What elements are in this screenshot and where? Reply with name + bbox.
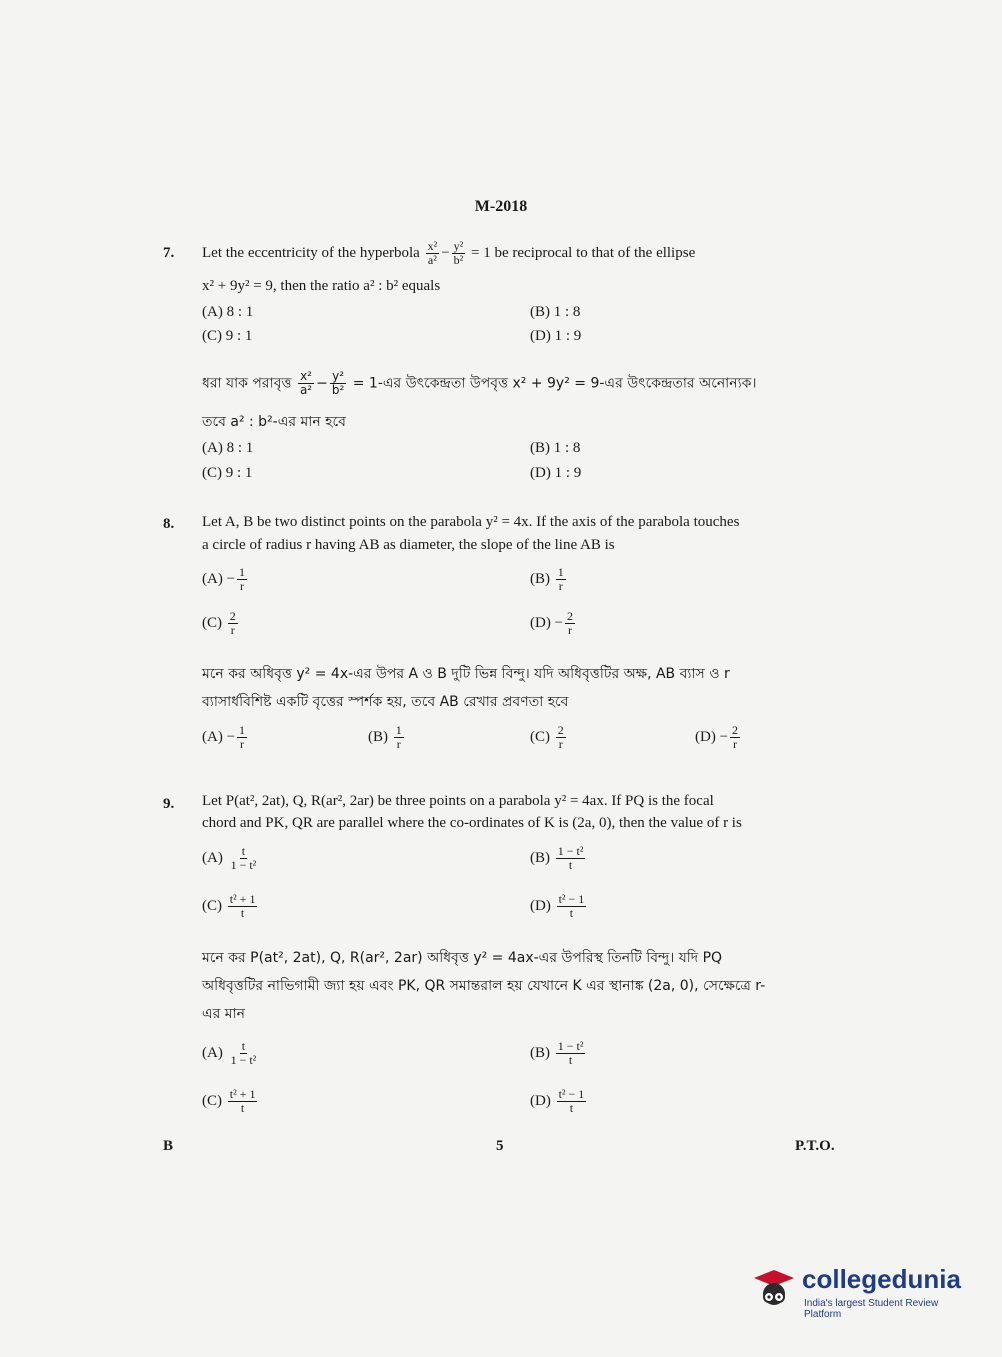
numerator: 2 xyxy=(567,609,574,623)
denominator: t xyxy=(240,906,245,920)
fraction xyxy=(237,566,247,593)
option-b xyxy=(530,566,568,593)
option-label: (B) xyxy=(368,728,388,745)
question-text-bengali-line: তবে a² : b²-এর মান হবে xyxy=(202,414,346,430)
option-d xyxy=(530,893,588,920)
denominator: 1 − t² xyxy=(230,1053,257,1067)
numerator: 1 xyxy=(557,565,564,579)
numerator: 2 xyxy=(732,723,739,737)
option-label: (B) xyxy=(530,1044,550,1061)
minus-sign: − xyxy=(719,728,729,745)
denominator: t xyxy=(569,1101,574,1115)
question-text-bengali-line: মনে কর অধিবৃত্ত y² = 4x-এর উপর A ও B দুটি ভিন্ন বিন্দু। যদি অধিবৃত্তটির অক্ষ, AB ব্যাস ও r xyxy=(202,666,730,682)
denominator: r xyxy=(558,737,563,751)
option-b: (B) 1 : 8 xyxy=(530,440,581,456)
question-text-line: chord and PK, QR are parallel where the co-ordinates of K is (2a, 0), then the value of r is xyxy=(202,815,742,831)
numerator: t xyxy=(241,844,246,858)
option-a xyxy=(202,1040,260,1067)
fraction xyxy=(557,893,587,920)
fraction xyxy=(565,610,575,637)
footer-pto: P.T.O. xyxy=(795,1138,835,1154)
option-a xyxy=(202,724,249,751)
numerator: t² + 1 xyxy=(229,1087,256,1101)
numerator: t² − 1 xyxy=(558,892,585,906)
option-label: (D) xyxy=(530,897,551,914)
option-b xyxy=(530,845,587,872)
option-label: (A) xyxy=(202,849,223,866)
denominator: b² xyxy=(331,383,345,397)
question-text-bengali-line: এর মান xyxy=(202,1006,245,1022)
fraction xyxy=(556,566,566,593)
denominator: t xyxy=(240,1101,245,1115)
numerator: 2 xyxy=(229,609,236,623)
option-d: (D) 1 : 9 xyxy=(530,328,582,344)
numerator: t xyxy=(241,1039,246,1053)
fraction xyxy=(298,370,314,397)
question-text-part: Let the eccentricity of the hyperbola xyxy=(202,244,420,261)
option-c xyxy=(202,893,259,920)
numerator: 1 − t² xyxy=(557,844,584,858)
fraction xyxy=(556,845,586,872)
numerator: x² xyxy=(300,369,312,383)
question-text-line: Let P(at², 2at), Q, R(ar², 2ar) be three points on a parabola y² = 4ax. If PQ is the focal xyxy=(202,793,714,809)
option-d xyxy=(530,1088,588,1115)
option-label: (C) xyxy=(530,728,550,745)
question-text-bengali-line: মনে কর P(at², 2at), Q, R(ar², 2ar) অধিবৃত্ত y² = 4ax-এর উপরিস্থ তিনটি বিন্দু। যদি PQ xyxy=(202,950,723,966)
fraction xyxy=(426,240,440,267)
footer-page-number: 5 xyxy=(496,1138,504,1154)
option-d: (D) 1 : 9 xyxy=(530,465,582,481)
footer-booklet-code: B xyxy=(163,1138,174,1154)
fraction xyxy=(556,1040,586,1067)
option-c xyxy=(202,610,240,637)
denominator: t xyxy=(568,1053,573,1067)
logo-tagline: India's largest Student Review Platform xyxy=(804,1298,939,1320)
fraction xyxy=(229,1040,259,1067)
option-label: (C) xyxy=(202,897,222,914)
option-a xyxy=(202,566,249,593)
option-d xyxy=(530,610,577,637)
denominator: 1 − t² xyxy=(230,858,257,872)
option-b xyxy=(368,724,406,751)
denominator: r xyxy=(240,737,245,751)
option-c: (C) 9 : 1 xyxy=(202,328,253,344)
option-c: (C) 9 : 1 xyxy=(202,465,253,481)
denominator: t xyxy=(568,858,573,872)
numerator: y² xyxy=(453,239,464,253)
minus-sign: − xyxy=(554,614,564,631)
denominator: b² xyxy=(453,253,464,267)
option-b: (B) 1 : 8 xyxy=(530,304,581,320)
option-label: (A) xyxy=(202,728,223,745)
denominator: t xyxy=(569,906,574,920)
option-label: (C) xyxy=(202,614,222,631)
minus-sign: − xyxy=(226,570,236,587)
question-text-part: = 1 be reciprocal to that of the ellipse xyxy=(471,244,696,261)
option-label: (D) xyxy=(695,728,716,745)
denominator: r xyxy=(568,623,573,637)
numerator: t² + 1 xyxy=(229,892,256,906)
option-a: (A) 8 : 1 xyxy=(202,440,254,456)
denominator: r xyxy=(240,579,245,593)
numerator: 1 xyxy=(395,723,402,737)
numerator: y² xyxy=(332,369,345,383)
numerator: t² − 1 xyxy=(558,1087,585,1101)
question-text-part: = 1-এর উৎকেন্দ্রতা উপবৃত্ত x² + 9y² = 9-এর উৎকেন্দ্রতার অনোন্যক। xyxy=(352,375,757,392)
fraction xyxy=(229,845,259,872)
numerator: x² xyxy=(427,239,438,253)
fraction xyxy=(452,240,466,267)
denominator: r xyxy=(733,737,738,751)
option-c xyxy=(530,724,568,751)
option-label: (A) xyxy=(202,570,223,587)
fraction xyxy=(330,370,346,397)
numerator: 2 xyxy=(557,723,564,737)
question-text-bengali-line: অধিবৃত্তটির নাভিগামী জ্যা হয় এবং PK, QR সমান্তরাল হয় যেখানে K এর স্থানাঙ্ক (2a, 0), সেক্ষেত্রে r- xyxy=(202,978,766,994)
question-number: 7. xyxy=(163,245,175,261)
option-label: (B) xyxy=(530,570,550,587)
numerator: 1 xyxy=(239,565,246,579)
option-a: (A) 8 : 1 xyxy=(202,304,254,320)
fraction xyxy=(228,610,238,637)
collegedunia-logo[interactable] xyxy=(748,1262,978,1322)
fraction xyxy=(228,893,258,920)
denominator: r xyxy=(558,579,563,593)
graduate-mascot-icon xyxy=(748,1264,796,1312)
question-text-part: ধরা যাক পরাবৃত্ত xyxy=(202,375,292,392)
question-text-line: Let A, B be two distinct points on the parabola y² = 4x. If the axis of the parabola touches xyxy=(202,514,740,530)
denominator: a² xyxy=(427,253,437,267)
fraction xyxy=(228,1088,258,1115)
denominator: r xyxy=(396,737,401,751)
page-code: M-2018 xyxy=(474,198,528,215)
option-a xyxy=(202,845,260,872)
question-text-bengali-line: ব্যাসার্ধবিশিষ্ট একটি বৃত্তের স্পর্শক হয়, তবে AB রেখার প্রবণতা হবে xyxy=(202,694,569,710)
option-label: (D) xyxy=(530,1092,551,1109)
option-label: (B) xyxy=(530,849,550,866)
fraction xyxy=(730,724,740,751)
logo-wordmark: collegedunia xyxy=(802,1264,961,1294)
option-d xyxy=(695,724,742,751)
fraction xyxy=(394,724,404,751)
option-label: (C) xyxy=(202,1092,222,1109)
question-number: 9. xyxy=(163,796,175,812)
question-text: Let the eccentricity of the hyperbola $\frac{\text{x²}}{\text{a²}}$ − $\frac{\text{y²}}{\text{b²}}$ = 1 be reciprocal to that of the ellipse xyxy=(202,239,696,267)
option-b xyxy=(530,1040,587,1067)
question-text-line: a circle of radius r having AB as diameter, the slope of the line AB is xyxy=(202,537,615,553)
question-number: 8. xyxy=(163,516,175,532)
minus-sign: − xyxy=(226,728,236,745)
fraction xyxy=(556,724,566,751)
option-c xyxy=(202,1088,259,1115)
numerator: 1 − t² xyxy=(557,1039,584,1053)
denominator: r xyxy=(230,623,235,637)
denominator: a² xyxy=(299,383,313,397)
option-label: (A) xyxy=(202,1044,223,1061)
option-label: (D) xyxy=(530,614,551,631)
fraction xyxy=(557,1088,587,1115)
question-text-bengali: ধরা যাক পরাবৃত্ত $\frac{\text{x²}}{\text{a²}}$ − $\frac{\text{y²}}{\text{b²}}$ = 1-এর উৎকেন্দ্রতা উপবৃত্ত x² + 9y² = 9-এর উৎকেন্দ্রতার অনোন্যক। xyxy=(202,369,757,397)
question-text-line: x² + 9y² = 9, then the ratio a² : b² equals xyxy=(202,278,441,294)
fraction xyxy=(237,724,247,751)
numerator: 1 xyxy=(239,723,246,737)
